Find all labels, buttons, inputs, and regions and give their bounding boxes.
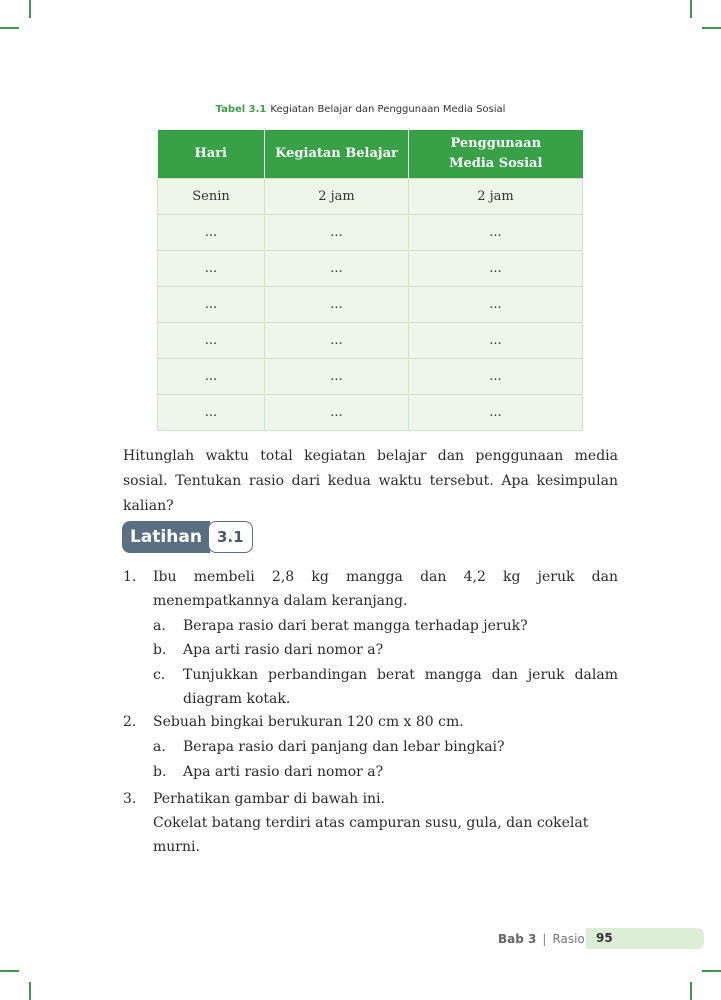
crop-mark <box>690 982 692 1000</box>
table-cell: ... <box>409 359 583 395</box>
table-cell: ... <box>158 215 265 251</box>
exercise-number: 3. <box>123 791 137 807</box>
table-cell: 2 jam <box>409 179 583 215</box>
table-cell: ... <box>158 359 265 395</box>
exercise-item <box>123 565 618 613</box>
crop-mark <box>29 982 31 1000</box>
table-header-row <box>158 130 583 179</box>
table-caption <box>0 104 721 115</box>
exercise-text: Sebuah bingkai berukuran 120 cm x 80 cm. <box>153 714 464 730</box>
sub-item <box>153 663 618 711</box>
table-cell: ... <box>158 395 265 431</box>
exercise-text: Perhatikan gambar di bawah ini. <box>153 791 385 807</box>
caption-label: Tabel 3.1 <box>215 104 267 115</box>
crop-mark <box>702 970 721 972</box>
table-row <box>158 287 583 323</box>
footer-chapter: Bab 3 <box>498 931 537 946</box>
page-number: 95 <box>586 928 704 949</box>
table-cell: ... <box>158 287 265 323</box>
crop-mark <box>0 970 19 972</box>
table-cell: ... <box>409 287 583 323</box>
table-row <box>158 179 583 215</box>
sub-item <box>153 760 618 784</box>
header-line-1: Penggunaan <box>450 136 542 151</box>
crop-mark <box>29 0 31 18</box>
sub-item-text: Tunjukkan perbandingan berat mangga dan jeruk dalam diagram kotak. <box>183 667 618 707</box>
exercise-badge-number: 3.1 <box>208 521 253 553</box>
sub-item <box>153 638 618 662</box>
table-cell: ... <box>265 251 409 287</box>
sub-item-text: Apa arti rasio dari nomor a? <box>183 764 384 780</box>
header-kegiatan-belajar: Kegiatan Belajar <box>265 130 409 179</box>
header-penggunaan-media-sosial <box>409 130 583 179</box>
sub-item-letter: b. <box>153 764 167 780</box>
sub-item <box>153 735 618 759</box>
table-cell: ... <box>158 323 265 359</box>
exercise-item <box>123 787 618 811</box>
table-row <box>158 215 583 251</box>
exercise-badge <box>122 521 253 553</box>
table-cell: ... <box>265 215 409 251</box>
sub-item-text: Berapa rasio dari berat mangga terhadap jeruk? <box>183 618 528 634</box>
crop-mark <box>0 27 19 29</box>
table-cell: ... <box>265 359 409 395</box>
table-cell: ... <box>409 215 583 251</box>
table-cell: ... <box>409 395 583 431</box>
table-cell: ... <box>158 251 265 287</box>
sub-item-letter: a. <box>153 739 166 755</box>
exercise-number: 1. <box>123 569 137 585</box>
table-row <box>158 395 583 431</box>
footer-separator: | <box>542 931 547 946</box>
caption-text: Kegiatan Belajar dan Penggunaan Media Sosial <box>270 104 506 115</box>
instruction-paragraph: Hitunglah waktu total kegiatan belajar dan penggunaan media sosial. Tentukan rasio dari kedua waktu tersebut. Apa kesimpulan kalian? <box>123 448 618 514</box>
exercise-number: 2. <box>123 714 137 730</box>
sub-item-letter: b. <box>153 642 167 658</box>
sub-item-text: Apa arti rasio dari nomor a? <box>183 642 384 658</box>
table-cell: ... <box>265 395 409 431</box>
sub-item-text: Berapa rasio dari panjang dan lebar bingkai? <box>183 739 505 755</box>
table-row <box>158 359 583 395</box>
header-line-2: Media Sosial <box>449 156 543 171</box>
table-cell: ... <box>409 251 583 287</box>
sub-item-letter: c. <box>153 667 166 683</box>
activity-table <box>157 130 583 431</box>
exercise-text-2: Cokelat batang terdiri atas campuran susu, gula, dan cokelat murni. <box>153 815 589 855</box>
exercise-text: Ibu membeli 2,8 kg mangga dan 4,2 kg jeruk dan menempatkannya dalam keranjang. <box>153 569 618 609</box>
exercise-continuation <box>123 811 618 859</box>
page-footer <box>498 928 585 949</box>
table-cell: 2 jam <box>265 179 409 215</box>
crop-mark <box>690 0 692 18</box>
table-cell: ... <box>409 323 583 359</box>
exercise-item <box>123 710 618 734</box>
sub-item <box>153 614 618 638</box>
footer-topic: Rasio <box>552 931 585 946</box>
exercise-badge-title: Latihan <box>122 521 210 553</box>
table-cell: Senin <box>158 179 265 215</box>
sub-item-letter: a. <box>153 618 166 634</box>
table-row <box>158 323 583 359</box>
header-hari: Hari <box>158 130 265 179</box>
table-cell: ... <box>265 323 409 359</box>
crop-mark <box>702 27 721 29</box>
table-row <box>158 251 583 287</box>
table-cell: ... <box>265 287 409 323</box>
